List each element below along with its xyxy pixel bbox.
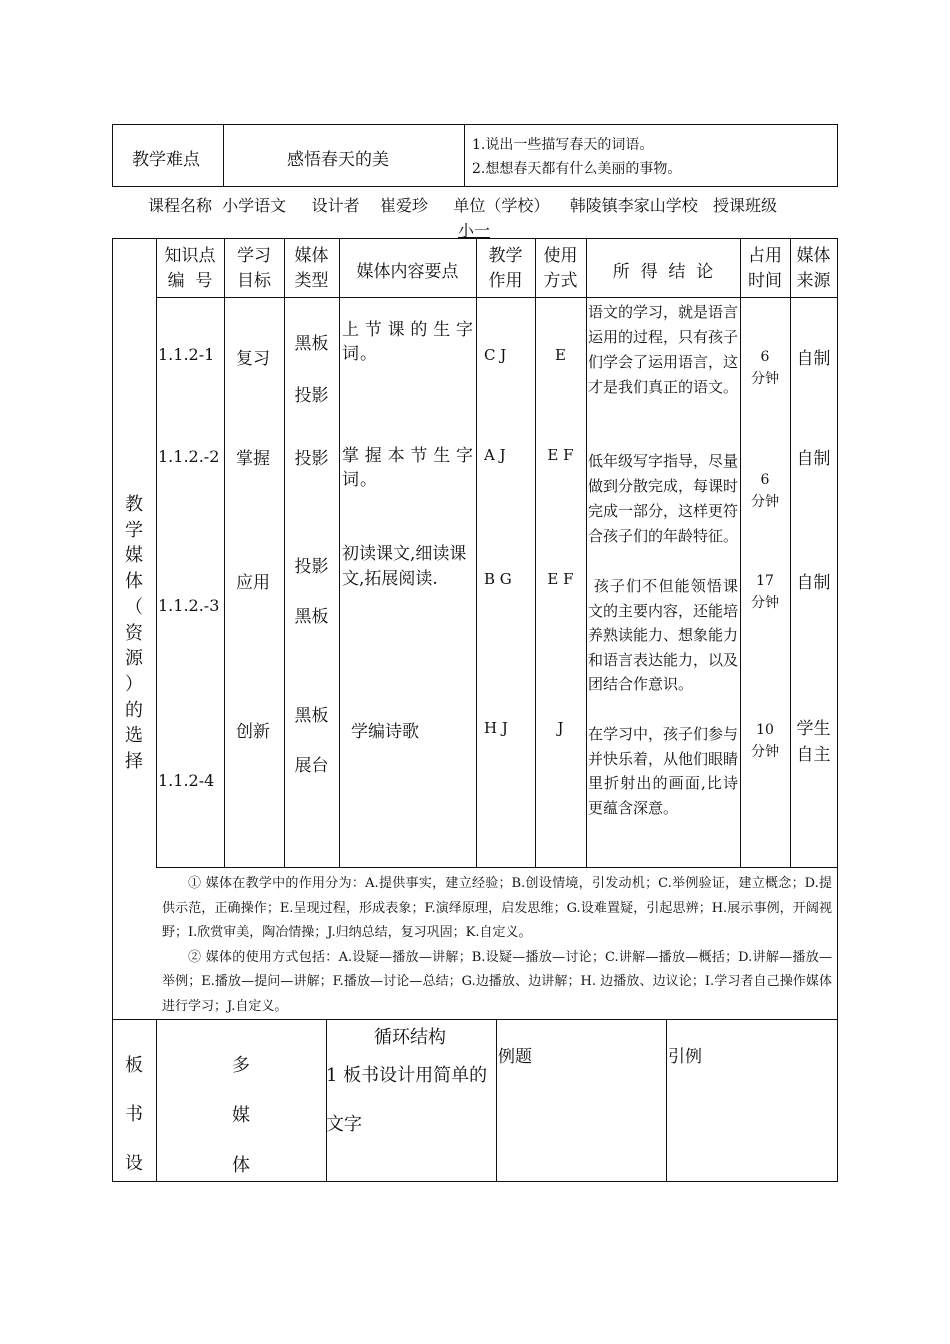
row2-media-type: 投影 <box>294 449 329 469</box>
row4-goal: 创新 <box>236 722 270 742</box>
row2-role: A J <box>484 446 506 464</box>
row1-source: 自制 <box>796 349 831 369</box>
header-conclusion: 所 得 结 论 <box>612 262 714 282</box>
row3-content: 初读课文,细读课文,拓展阅读. <box>342 544 467 589</box>
row3-kp: 1.1.2.-3 <box>158 596 220 615</box>
header-kp: 知识点 编 号 <box>164 246 216 291</box>
row2-content: 掌握本节生字词。 <box>342 446 474 490</box>
board-example: 例题 <box>498 1047 532 1067</box>
row4-media-type: 黑板 展台 <box>294 706 329 776</box>
row3-source: 自制 <box>796 573 831 593</box>
note-media-usage: ② 媒体的使用方式包括：A.设疑—播放—讲解；B.设疑—播放—讨论；C.讲解—播放—概括；D.讲解—播放—举例；E.播放—提问—讲解；F.播放—讨论—总结；G.边播放、边讲解；H. 边播放、边议论；I.学习者自己操作媒体进行学习；J.自定义。 <box>162 949 832 1014</box>
row4-role: H J <box>484 719 508 737</box>
row2-goal: 掌握 <box>236 449 270 469</box>
course-info-line: 课程名称 小学语文 设计者 崔爱珍 单位（学校） 韩陵镇李家山学校 授课班级 <box>148 196 777 215</box>
course-class-value: 小一 <box>458 221 491 240</box>
board-lead-example: 引例 <box>668 1047 702 1067</box>
note-media-role: ① 媒体在教学中的作用分为：A.提供事实，建立经验；B.创设情境，引发动机；C.举例验证，建立概念；D.提供示范，正确操作；E.呈现过程，形成表象；F.演绎原理，启发思维；G.设难置疑，引起思辨；H.展示事例，开阔视野；I.欣赏审美，陶冶情操；J.归纳总结，复习巩固；K.自定义。 <box>162 876 832 940</box>
board-loop-title: 循环结构 <box>374 1027 446 1048</box>
row2-kp: 1.1.2.-2 <box>158 447 220 466</box>
row1-goal: 复习 <box>236 349 270 369</box>
header-goal: 学习 目标 <box>237 246 271 291</box>
row4-content: 学编诗歌 <box>351 722 419 742</box>
row4-source: 学生 自主 <box>796 719 831 765</box>
header-usage: 使用 方式 <box>543 246 578 291</box>
board-side-label: 板 书 设 <box>125 1055 143 1174</box>
board-multimedia: 多 媒 体 <box>232 1055 250 1176</box>
row3-role: B G <box>484 570 512 588</box>
row3-goal: 应用 <box>236 573 270 593</box>
conclusion-1: 语文的学习，就是语言运用的过程，只有孩子们学会了运用语言，这才是我们真正的语文。 <box>588 303 739 396</box>
board-loop-line-1: 1 板书设计用简单的 <box>326 1065 488 1086</box>
header-content: 媒体内容要点 <box>356 262 459 282</box>
row3-time: 17 分钟 <box>751 573 779 611</box>
row1-kp: 1.1.2-1 <box>158 345 215 364</box>
row3-media-type: 投影 黑板 <box>294 557 329 627</box>
media-side-label: 教 学 媒 体 （ 资 源 ） 的 选 择 <box>125 494 143 773</box>
difficulty-label: 教学难点 <box>132 150 200 170</box>
row2-source: 自制 <box>796 449 831 469</box>
row4-usage: J <box>557 719 564 737</box>
row1-content: 上节课的生字词。 <box>342 320 474 364</box>
header-role: 教学 作用 <box>488 246 523 291</box>
difficulty-value: 感悟春天的美 <box>287 150 389 170</box>
row2-usage: E F <box>547 446 574 464</box>
media-notes <box>162 872 832 1019</box>
difficulty-point-1: 1.说出一些描写春天的词语。 <box>472 137 654 153</box>
row3-usage: E F <box>547 570 574 588</box>
header-time: 占用 时间 <box>748 246 782 291</box>
header-source: 媒体 来源 <box>796 246 831 291</box>
row4-kp: 1.1.2-4 <box>158 771 215 790</box>
conclusion-4: 在学习中，孩子们参与并快乐着，从他们眼睛里折射出的画面,比诗更蕴含深意。 <box>588 725 739 817</box>
row1-time: 6 分钟 <box>751 349 779 387</box>
conclusion-3: 孩子们不但能领悟课文的主要内容，还能培养熟读能力、想象能力和语言表达能力，以及团结合作意识。 <box>588 577 739 693</box>
header-media-type: 媒体 类型 <box>294 246 329 291</box>
row1-media-type: 黑板 投影 <box>294 334 329 406</box>
row1-usage: E <box>555 346 566 364</box>
conclusion-2: 低年级写字指导，尽量做到分散完成，每课时完成一部分，这样更符合孩子们的年龄特征。 <box>588 452 739 545</box>
difficulty-point-2: 2.想想春天都有什么美丽的事物。 <box>472 161 682 177</box>
board-loop-line-2: 文字 <box>326 1114 362 1135</box>
row2-time: 6 分钟 <box>751 472 779 510</box>
row4-time: 10 分钟 <box>751 722 779 760</box>
row1-role: C J <box>484 346 507 364</box>
